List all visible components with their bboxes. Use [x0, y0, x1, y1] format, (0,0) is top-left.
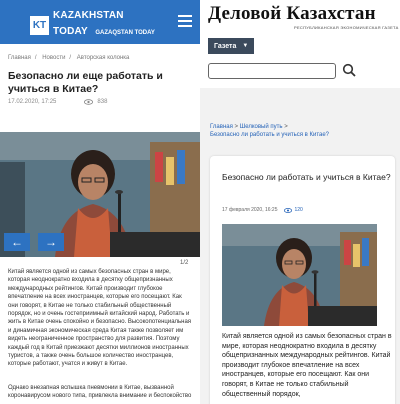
logo-line3: GAZAQSTAN TODAY: [95, 30, 155, 36]
logo-line2: TODAY: [53, 26, 88, 37]
article-meta: [222, 207, 303, 213]
gazeta-menu-label: Газета: [214, 42, 237, 50]
logo-mark: KT: [30, 16, 49, 35]
hamburger-icon[interactable]: [178, 15, 192, 30]
logo-line1: KAZAKHSTAN: [53, 10, 124, 21]
eye-icon: [84, 99, 93, 105]
gazeta-menu-button[interactable]: [208, 38, 254, 54]
article-card: [210, 156, 395, 404]
site-logo-subtitle: РЕСПУБЛИКАНСКАЯ ЭКОНОМИЧЕСКАЯ ГАЗЕТА: [294, 25, 399, 30]
arrow-left-icon[interactable]: ←: [4, 233, 30, 251]
article-title: Безопасно ли еще работать и учиться в Китае?: [8, 70, 163, 95]
article-views: 838: [97, 99, 108, 105]
article-body: Китай является одной из самых безопасных стран в мире, которая неоднократно входила в десятку общепризнанных международных рейтингов. Китай производит глубокое впечатление на всех иностранцев, которые его посещают. Как они говорят, в Китае не только стабильный общественный порядок,: [222, 333, 392, 398]
article-title: Безопасно ли работать и учиться в Китае?: [222, 172, 391, 182]
slide-counter: 1/2: [180, 260, 189, 266]
breadcrumb: Главная / Новости / Авторская колонка: [8, 55, 130, 61]
article-date: 17 февраля 2020, 16:25: [222, 207, 278, 213]
article-body-continued: Однако внезапная вспышка пневмонии в Китае, вызванной коронавирусом нового типа, привлекла внимание и беспокойство: [8, 385, 192, 400]
article-body: Китай является одной из самых безопасных стран в мире, которая неоднократно входила в десятку общепризнанных международных рейтингов. Китай производит глубокое впечатление на всех иностранцев, которые его посещают. Как они говорят, в Китае не только стабильный общественный порядок, но и очень гостеприимный китайский народ. Работать и жить в Китае очень спокойно и безопасно. Высокопотенциальная и динамичная экономическая среда Китая также позволяет им видеть неограниченное пространство для развития. Поэтому каждый год в Китай приезжают десятки миллионов иностранных туристов, а также очень большое количество иностранцев, которые работают, учатся и живут в Китае.: [8, 269, 192, 368]
arrow-right-icon[interactable]: →: [38, 233, 64, 251]
search-input[interactable]: [208, 63, 336, 79]
breadcrumb-column[interactable]: Авторская колонка: [76, 55, 130, 61]
site-header: [200, 0, 400, 88]
search-icon[interactable]: [342, 63, 356, 77]
article-date: 17.02.2020, 17:25: [8, 99, 57, 105]
site-logo[interactable]: Деловой Казахстан: [208, 3, 376, 24]
article-meta: [8, 99, 107, 105]
article-photo: [222, 224, 377, 326]
breadcrumb-home[interactable]: Главная: [210, 124, 233, 130]
breadcrumb-home[interactable]: Главная: [8, 55, 31, 61]
caret-down-icon: ▼: [242, 43, 249, 49]
breadcrumb: Главная > Шелковый путь > Безопасно ли работать и учиться в Китае?: [210, 124, 330, 138]
eye-icon: [284, 208, 292, 213]
site-logo[interactable]: [30, 11, 155, 39]
site-header: [0, 0, 200, 44]
logo-text: [53, 11, 155, 39]
article-views: 120: [294, 207, 303, 213]
breadcrumb-current[interactable]: Безопасно ли работать и учиться в Китае?: [210, 132, 330, 138]
article-photo: [0, 132, 200, 257]
breadcrumb-silk-road[interactable]: Шелковый путь: [239, 124, 283, 130]
delovoy-kazakhstan-page: [200, 0, 400, 404]
breadcrumb-news[interactable]: Новости: [42, 55, 66, 61]
